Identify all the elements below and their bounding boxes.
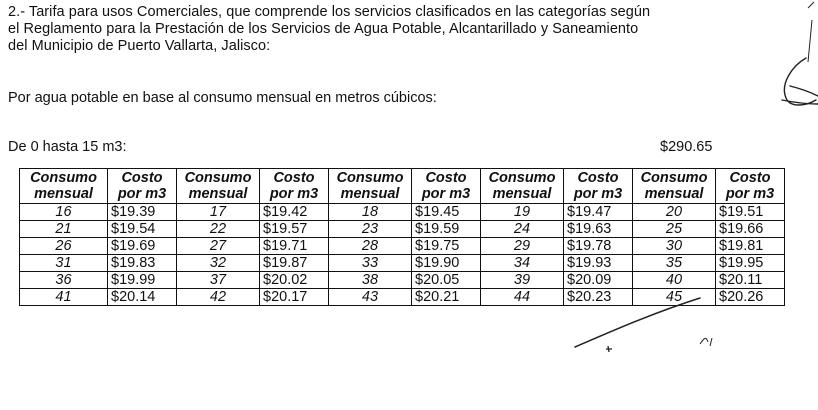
consumo-cell: 40 bbox=[633, 272, 716, 289]
table-row bbox=[20, 289, 785, 306]
consumo-cell: 28 bbox=[329, 238, 412, 255]
costo-cell: $20.21 bbox=[412, 289, 481, 306]
costo-cell: $20.23 bbox=[564, 289, 633, 306]
costo-cell: $19.78 bbox=[564, 238, 633, 255]
consumo-cell: 39 bbox=[481, 272, 564, 289]
consumo-cell: 43 bbox=[329, 289, 412, 306]
costo-cell: $19.75 bbox=[412, 238, 481, 255]
costo-cell: $19.81 bbox=[716, 238, 785, 255]
costo-cell: $19.83 bbox=[108, 255, 177, 272]
costo-cell: $19.95 bbox=[716, 255, 785, 272]
description-line-3: del Municipio de Puerto Vallarta, Jalisco: bbox=[8, 38, 271, 54]
description-line-1: 2.- Tarifa para usos Comerciales, que comprende los servicios clasificados en las categorías según bbox=[8, 4, 651, 20]
consumo-cell: 33 bbox=[329, 255, 412, 272]
consumo-cell: 42 bbox=[177, 289, 260, 306]
consumo-cell: 25 bbox=[633, 221, 716, 238]
consumo-cell: 41 bbox=[20, 289, 108, 306]
header-costo: Costo por m3 bbox=[260, 169, 329, 204]
consumo-cell: 24 bbox=[481, 221, 564, 238]
costo-cell: $19.59 bbox=[412, 221, 481, 238]
costo-cell: $19.54 bbox=[108, 221, 177, 238]
consumo-cell: 26 bbox=[20, 238, 108, 255]
consumo-cell: 35 bbox=[633, 255, 716, 272]
costo-cell: $19.39 bbox=[108, 204, 177, 221]
consumo-cell: 29 bbox=[481, 238, 564, 255]
costo-cell: $19.99 bbox=[108, 272, 177, 289]
consumo-cell: 23 bbox=[329, 221, 412, 238]
consumo-cell: 34 bbox=[481, 255, 564, 272]
table-row bbox=[20, 255, 785, 272]
costo-cell: $19.63 bbox=[564, 221, 633, 238]
consumo-cell: 20 bbox=[633, 204, 716, 221]
consumo-cell: 36 bbox=[20, 272, 108, 289]
consumo-cell: 27 bbox=[177, 238, 260, 255]
consumo-cell: 45 bbox=[633, 289, 716, 306]
costo-cell: $20.17 bbox=[260, 289, 329, 306]
header-consumo: Consumo mensual bbox=[329, 169, 412, 204]
costo-cell: $19.51 bbox=[716, 204, 785, 221]
costo-cell: $19.93 bbox=[564, 255, 633, 272]
consumo-cell: 38 bbox=[329, 272, 412, 289]
table-row bbox=[20, 238, 785, 255]
costo-cell: $19.71 bbox=[260, 238, 329, 255]
header-costo: Costo por m3 bbox=[564, 169, 633, 204]
costo-cell: $19.47 bbox=[564, 204, 633, 221]
costo-cell: $19.66 bbox=[716, 221, 785, 238]
costo-cell: $19.87 bbox=[260, 255, 329, 272]
table-row bbox=[20, 204, 785, 221]
header-costo: Costo por m3 bbox=[716, 169, 785, 204]
table-header-row bbox=[20, 169, 785, 204]
base-range-label: De 0 hasta 15 m3: bbox=[8, 139, 127, 155]
costo-cell: $19.90 bbox=[412, 255, 481, 272]
table-row bbox=[20, 272, 785, 289]
below-table-small-scribble bbox=[700, 338, 712, 346]
header-consumo: Consumo mensual bbox=[633, 169, 716, 204]
costo-cell: $20.14 bbox=[108, 289, 177, 306]
costo-cell: $19.42 bbox=[260, 204, 329, 221]
header-costo: Costo por m3 bbox=[412, 169, 481, 204]
consumption-subheading: Por agua potable en base al consumo mensual en metros cúbicos: bbox=[8, 90, 437, 106]
margin-tick-mark bbox=[808, 2, 814, 8]
costo-cell: $20.09 bbox=[564, 272, 633, 289]
header-costo: Costo por m3 bbox=[108, 169, 177, 204]
tariff-description bbox=[8, 4, 808, 55]
consumo-cell: 31 bbox=[20, 255, 108, 272]
consumo-cell: 30 bbox=[633, 238, 716, 255]
table-row bbox=[20, 221, 785, 238]
consumo-cell: 16 bbox=[20, 204, 108, 221]
tariff-table bbox=[19, 168, 785, 306]
header-consumo: Consumo mensual bbox=[20, 169, 108, 204]
costo-cell: $20.11 bbox=[716, 272, 785, 289]
consumo-cell: 32 bbox=[177, 255, 260, 272]
description-line-2: el Reglamento para la Prestación de los Servicios de Agua Potable, Alcantarillado y Saneamiento bbox=[8, 21, 639, 37]
costo-cell: $20.05 bbox=[412, 272, 481, 289]
below-table-mark bbox=[606, 346, 612, 352]
consumo-cell: 18 bbox=[329, 204, 412, 221]
margin-edge-line bbox=[808, 20, 812, 62]
margin-initials-scribble bbox=[782, 58, 818, 105]
consumo-cell: 22 bbox=[177, 221, 260, 238]
base-range-price: $290.65 bbox=[660, 139, 713, 155]
costo-cell: $19.69 bbox=[108, 238, 177, 255]
costo-cell: $19.45 bbox=[412, 204, 481, 221]
consumo-cell: 19 bbox=[481, 204, 564, 221]
costo-cell: $19.57 bbox=[260, 221, 329, 238]
header-consumo: Consumo mensual bbox=[177, 169, 260, 204]
consumo-cell: 44 bbox=[481, 289, 564, 306]
consumo-cell: 17 bbox=[177, 204, 260, 221]
header-consumo: Consumo mensual bbox=[481, 169, 564, 204]
consumo-cell: 37 bbox=[177, 272, 260, 289]
consumo-cell: 21 bbox=[20, 221, 108, 238]
costo-cell: $20.26 bbox=[716, 289, 785, 306]
costo-cell: $20.02 bbox=[260, 272, 329, 289]
